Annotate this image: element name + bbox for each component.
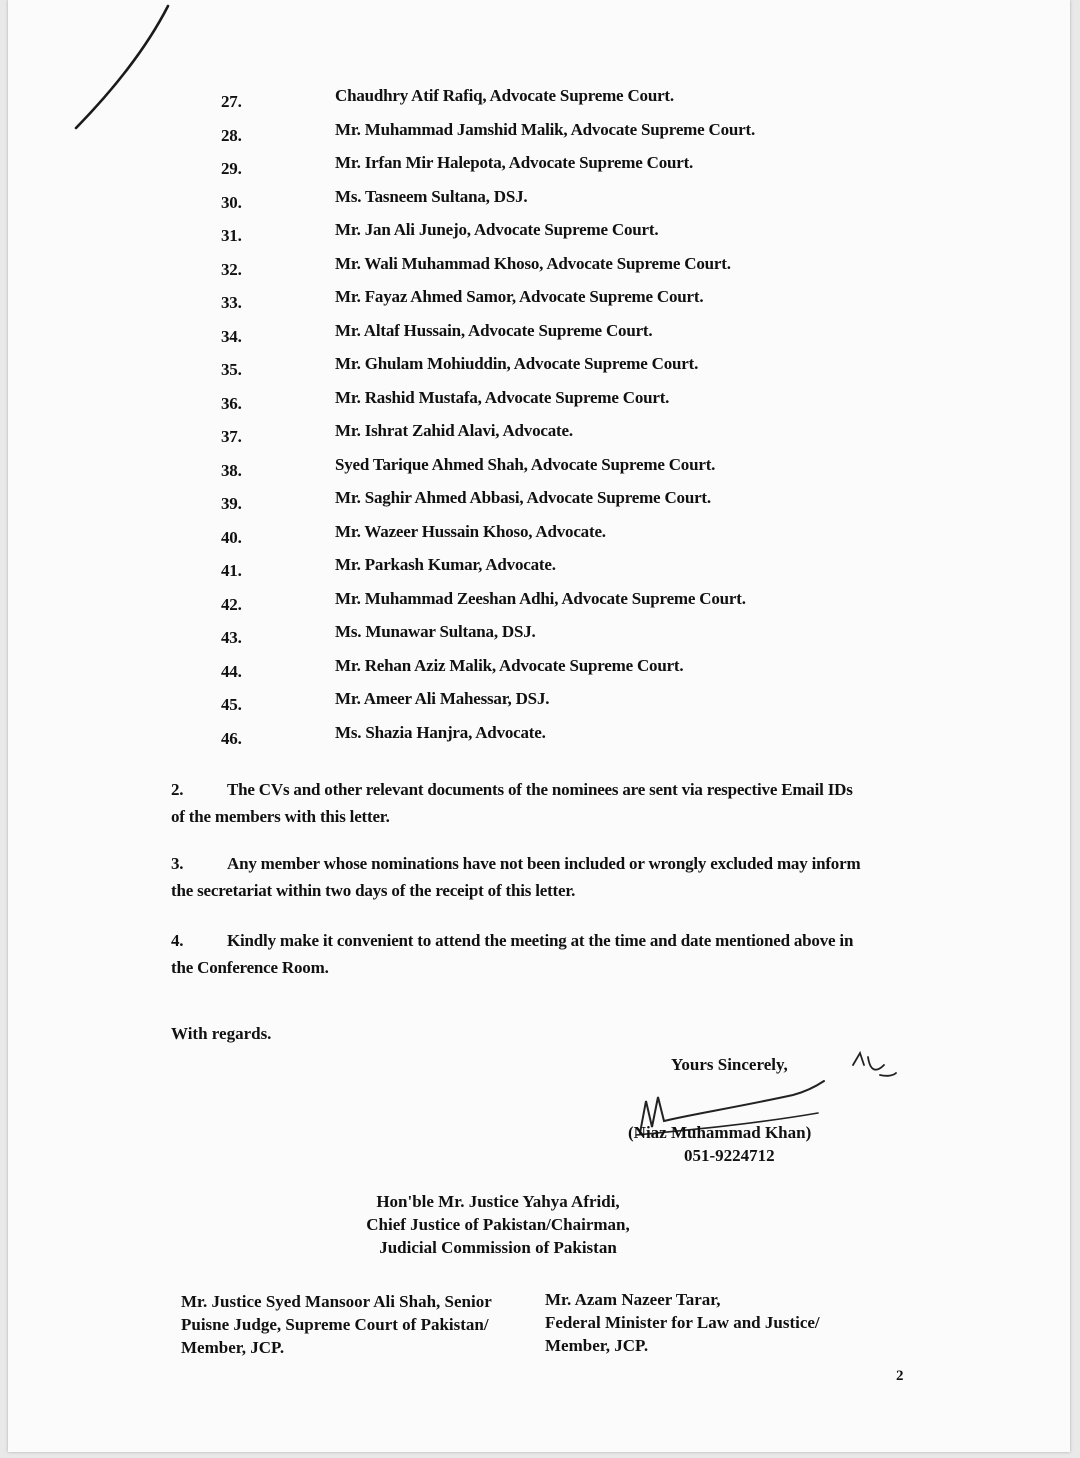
list-item [8,419,1068,453]
paragraph-number: 3. [171,854,184,873]
list-item-number: 30. [221,192,242,212]
list-item-name: Mr. Altaf Hussain, Advocate Supreme Court. [335,320,653,340]
list-item-number: 32. [221,259,242,279]
nominee-list [8,84,1068,754]
addressee-line: Hon'ble Mr. Justice Yahya Afridi, [376,1192,620,1211]
addressee-line: Chief Justice of Pakistan/Chairman, [366,1215,630,1234]
list-item-number: 28. [221,125,242,145]
list-item-number: 43. [221,628,242,647]
paragraph-text: Any member whose nominations have not been included or wrongly excluded may inform [227,854,861,873]
list-item [8,185,1068,219]
list-item [8,486,1068,520]
list-item [8,453,1068,487]
paragraph-continuation: the secretariat within two days of the receipt of this letter. [171,881,576,900]
list-item [8,285,1068,319]
list-item [8,721,1068,755]
list-item-number: 27. [221,92,242,111]
list-item-number: 42. [221,594,242,614]
list-item-number: 31. [221,226,242,245]
page-number: 2 [896,1368,904,1384]
list-item-name: Mr. Irfan Mir Halepota, Advocate Supreme Court. [335,153,694,172]
paragraph-number: 2. [171,780,184,799]
closing-sincerely: Yours Sincerely, [671,1055,788,1074]
member-block-right [545,1288,865,1357]
member-line: Puisne Judge, Supreme Court of Pakistan/ [181,1315,489,1334]
list-item-name: Ms. Shazia Hanjra, Advocate. [335,722,546,742]
addressee-block [348,1190,648,1259]
list-item [8,386,1068,420]
list-item-number: 45. [221,695,242,714]
list-item [8,252,1068,286]
signer-phone: 051-9224712 [684,1146,775,1165]
list-item-number: 33. [221,293,242,312]
list-item [8,553,1068,587]
list-item [8,620,1068,654]
list-item-number: 38. [221,460,242,480]
list-item [8,352,1068,386]
list-item-number: 46. [221,728,242,748]
member-line: Mr. Azam Nazeer Tarar, [545,1290,721,1309]
list-item-number: 39. [221,494,242,513]
paragraph-2 [171,776,911,830]
list-item-name: Mr. Wali Muhammad Khoso, Advocate Supreme Court. [335,253,731,273]
list-item [8,319,1068,353]
list-item-number: 29. [221,159,242,178]
list-item-name: Mr. Ameer Ali Mahessar, DSJ. [335,689,550,708]
member-line: Member, JCP. [181,1338,285,1357]
list-item-number: 36. [221,393,242,413]
member-line: Federal Minister for Law and Justice/ [545,1313,820,1332]
list-item-number: 44. [221,661,242,681]
list-item-number: 41. [221,561,242,580]
list-item [8,151,1068,185]
list-item-name: Chaudhry Atif Rafiq, Advocate Supreme Court. [335,86,674,105]
list-item-name: Syed Tarique Ahmed Shah, Advocate Supreme Court. [335,454,716,474]
list-item-number: 40. [221,527,242,547]
list-item-name: Mr. Muhammad Zeeshan Adhi, Advocate Supreme Court. [335,588,746,608]
list-item-number: 34. [221,326,242,346]
list-item-name: Ms. Munawar Sultana, DSJ. [335,622,536,641]
list-item-name: Mr. Parkash Kumar, Advocate. [335,555,556,574]
list-item-name: Mr. Rashid Mustafa, Advocate Supreme Court. [335,387,670,407]
list-item-name: Mr. Ghulam Mohiuddin, Advocate Supreme Court. [335,354,699,373]
list-item [8,687,1068,721]
list-item-name: Mr. Rehan Aziz Malik, Advocate Supreme Court. [335,655,684,675]
list-item-name: Mr. Jan Ali Junejo, Advocate Supreme Court. [335,220,659,239]
member-line: Member, JCP. [545,1336,649,1355]
addressee-line: Judicial Commission of Pakistan [379,1238,617,1257]
list-item [8,520,1068,554]
list-item-number: 37. [221,427,242,446]
list-item [8,118,1068,152]
closing-regards: With regards. [171,1024,272,1043]
paragraph-continuation: of the members with this letter. [171,807,390,826]
paragraph-number: 4. [171,931,184,950]
paragraph-text: The CVs and other relevant documents of the nominees are sent via respective Email IDs [227,780,853,799]
member-line: Mr. Justice Syed Mansoor Ali Shah, Senior [181,1292,492,1311]
list-item-name: Mr. Wazeer Hussain Khoso, Advocate. [335,521,606,541]
paragraph-4 [171,927,911,981]
list-item-name: Ms. Tasneem Sultana, DSJ. [335,186,528,206]
list-item [8,587,1068,621]
list-item-number: 35. [221,360,242,379]
list-item [8,218,1068,252]
paragraph-continuation: the Conference Room. [171,958,329,977]
list-item-name: Mr. Fayaz Ahmed Samor, Advocate Supreme Court. [335,287,704,306]
list-item [8,84,1068,118]
list-item-name: Mr. Saghir Ahmed Abbasi, Advocate Supreme Court. [335,488,711,507]
paragraph-text: Kindly make it convenient to attend the meeting at the time and date mentioned above in [227,931,854,950]
list-item [8,654,1068,688]
document-page [8,0,1070,1452]
signer-name: (Niaz Muhammad Khan) [628,1123,812,1142]
list-item-name: Mr. Ishrat Zahid Alavi, Advocate. [335,421,573,440]
list-item-name: Mr. Muhammad Jamshid Malik, Advocate Supreme Court. [335,119,756,139]
member-block-left [181,1290,541,1359]
paragraph-3 [171,850,911,904]
